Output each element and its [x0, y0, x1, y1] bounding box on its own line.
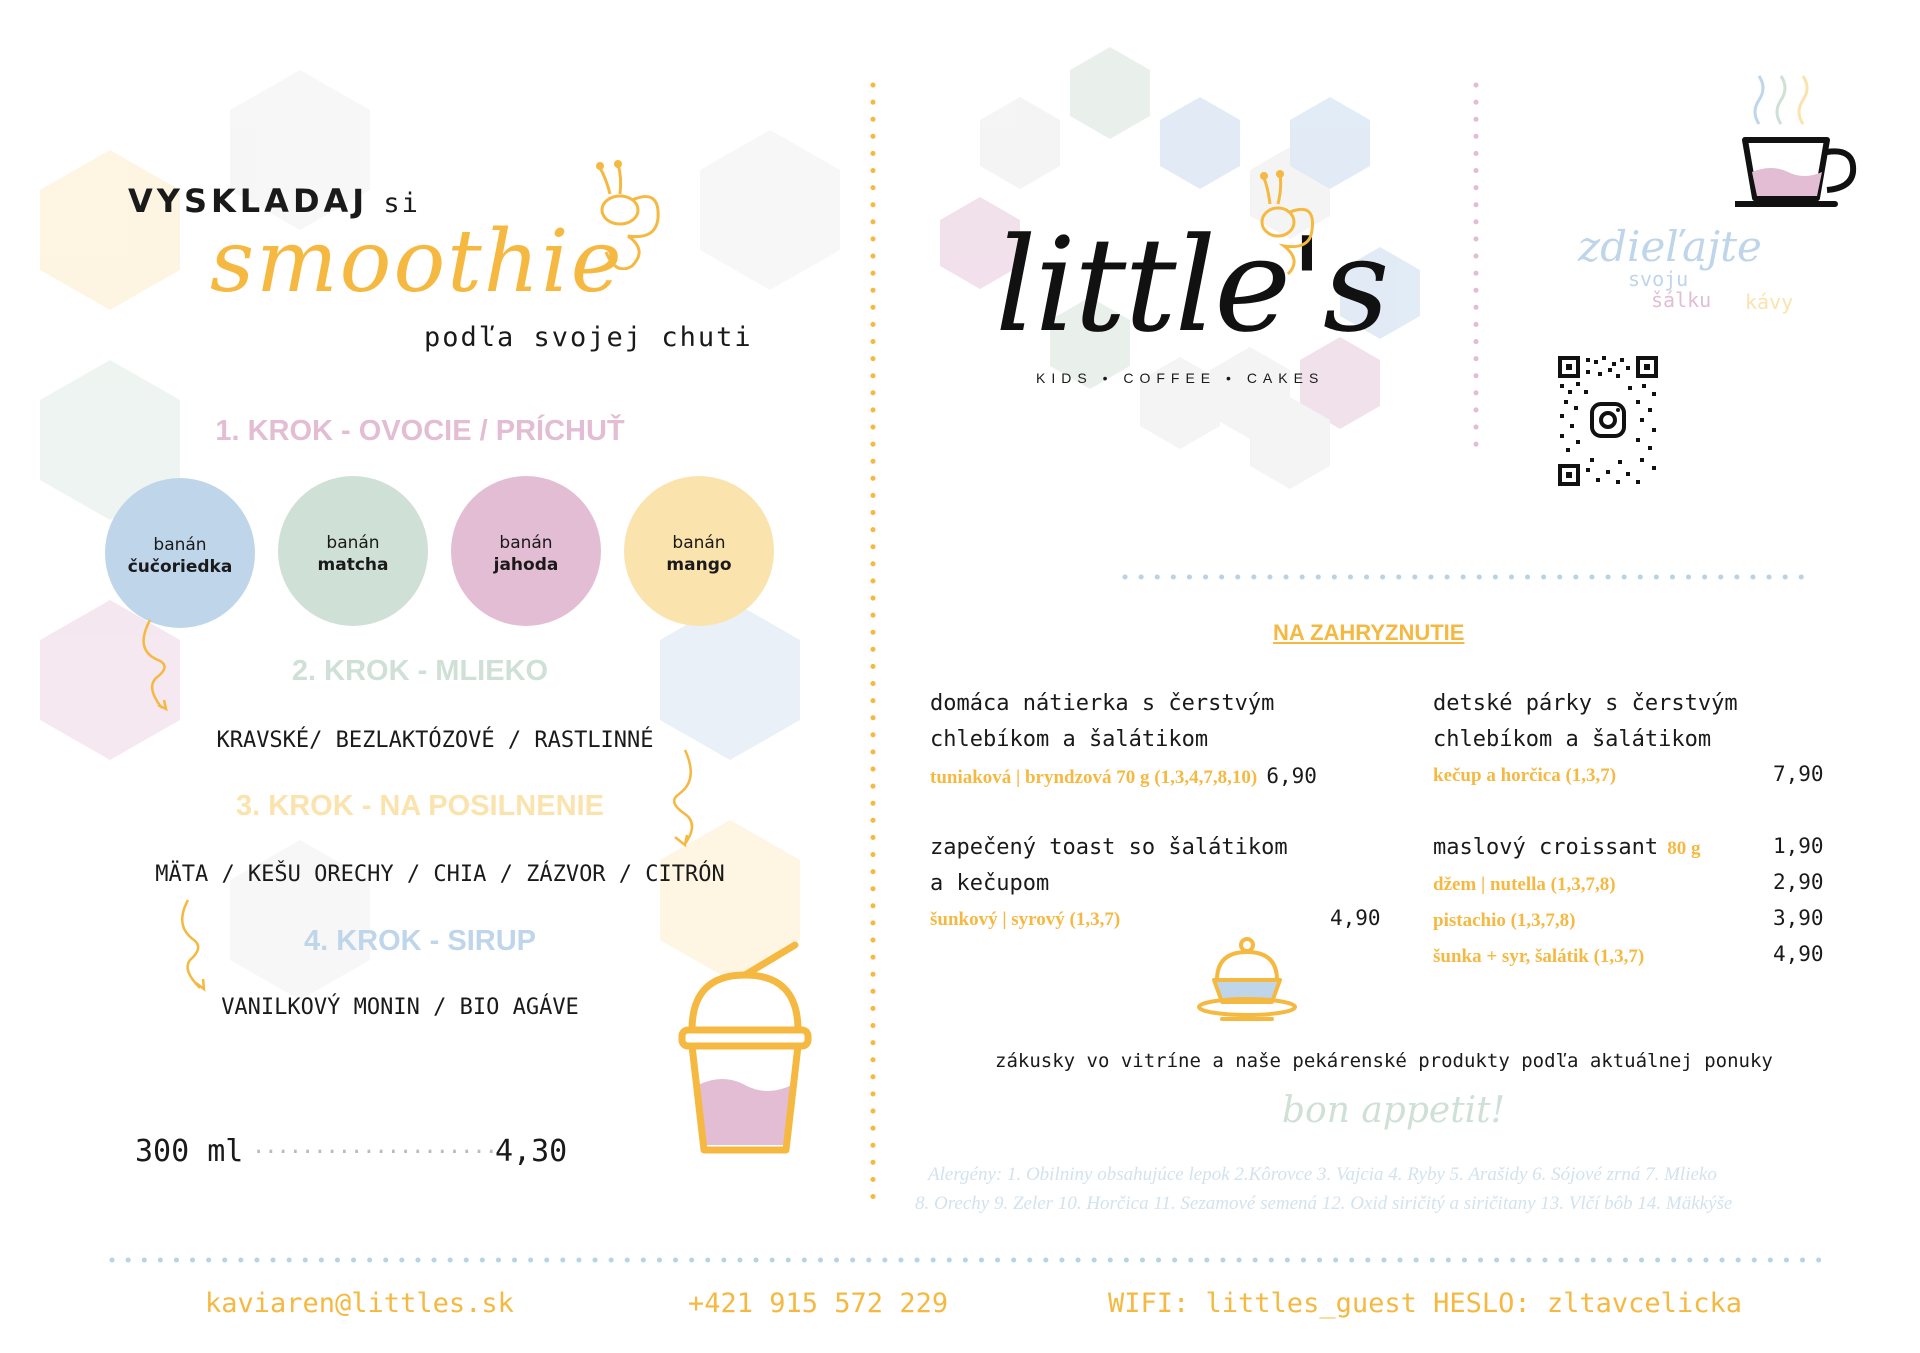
- menu-item-sausages[interactable]: [1433, 686, 1833, 794]
- croissant-weight: 80 g: [1667, 838, 1701, 859]
- item-price: 4,90: [1330, 906, 1381, 930]
- flavor-base: banán: [499, 533, 553, 553]
- footer-email[interactable]: kaviaren@littles.sk: [205, 1288, 514, 1319]
- share-title: zdieľajte: [1578, 222, 1762, 271]
- croissant-price: 1,90: [1773, 834, 1824, 858]
- flavor-base: banán: [326, 533, 380, 553]
- item-name-line1: domáca nátierka s čerstvým: [930, 691, 1275, 716]
- croissant-name: maslový croissant: [1433, 835, 1659, 860]
- smoothie-cup-icon: [670, 935, 820, 1165]
- item-sub: tuniaková | bryndzová 70 g (1,3,4,7,8,10): [930, 767, 1258, 788]
- croissant-variant: džem | nutella (1,3,7,8): [1433, 874, 1616, 895]
- step4-title: 4. KROK - SIRUP: [303, 925, 537, 957]
- flavor-base: banán: [153, 535, 207, 555]
- flavor-blueberry[interactable]: [105, 478, 255, 628]
- item-sub: šunkový | syrový (1,3,7): [930, 909, 1121, 930]
- flavor-name: matcha: [317, 555, 389, 575]
- item-name-line1: detské párky s čerstvým: [1433, 691, 1738, 716]
- heading-bold: VYSKLADAJ: [128, 182, 369, 220]
- cake-icon: [1192, 935, 1302, 1025]
- croissant-variant-price: 3,90: [1773, 906, 1824, 930]
- smoothie-subtitle: podľa svojej chuti: [424, 322, 753, 353]
- step3-options: MÄTA / KEŠU ORECHY / CHIA / ZÁZVOR / CITRÓN: [155, 862, 725, 887]
- item-price: 7,90: [1773, 762, 1824, 786]
- step3-title: 3. KROK - NA POSILNENIE: [236, 790, 604, 822]
- flavor-name: čučoriedka: [127, 557, 233, 577]
- heading-si: si: [383, 188, 420, 219]
- croissant-variant-price: 2,90: [1773, 870, 1824, 894]
- share-line3: šálku: [1651, 288, 1712, 312]
- footer-phone[interactable]: +421 915 572 229: [688, 1288, 949, 1319]
- share-line4: kávy: [1745, 290, 1794, 314]
- item-price: 6,90: [1266, 764, 1317, 788]
- price-leader-dots: ....................: [252, 1134, 497, 1159]
- instagram-qr-code[interactable]: [1556, 354, 1660, 488]
- step1-title: 1. KROK - OVOCIE / PRÍCHUŤ: [215, 415, 625, 447]
- croissant-variant: pistachio (1,3,7,8): [1433, 910, 1576, 931]
- size-label: 300 ml: [135, 1134, 244, 1169]
- item-name-line2: chlebíkom a šalátikom: [1433, 727, 1712, 752]
- share-line2: svoju: [1628, 267, 1689, 291]
- item-name-line1: zapečený toast so šalátikom: [930, 835, 1288, 860]
- flavor-name: jahoda: [493, 555, 559, 575]
- bee-icon: [590, 160, 670, 270]
- menu-section-title: NA ZAHRYZNUTIE: [1273, 620, 1465, 645]
- step4-options: VANILKOVÝ MONIN / BIO AGÁVE: [221, 995, 579, 1020]
- flavor-strawberry[interactable]: [451, 476, 601, 626]
- smoothie-price: 4,30: [495, 1134, 568, 1169]
- menu-item-croissant[interactable]: [1433, 830, 1833, 975]
- item-sub: kečup a horčica (1,3,7): [1433, 765, 1617, 786]
- footer-wifi: WIFI: littles_guest HESLO: zltavcelicka: [1108, 1288, 1742, 1319]
- brand-tagline: KIDS • COFFEE • CAKES: [1036, 370, 1325, 386]
- bee-icon: [1250, 170, 1320, 280]
- flavor-mango[interactable]: [624, 476, 774, 626]
- smoothie-script-word: smoothie: [210, 212, 624, 312]
- allergens-line2: 8. Orechy 9. Zeler 10. Horčica 11. Sezamové semená 12. Oxid siričitý a siričitany 13. Vlčí bôb 14. Mäkkýše: [915, 1193, 1733, 1214]
- item-name-line2: a kečupom: [930, 871, 1050, 896]
- step2-title: 2. KROK - MLIEKO: [291, 655, 549, 687]
- coffee-cup-icon: [1735, 72, 1865, 222]
- flavor-base: banán: [672, 533, 726, 553]
- bon-appetit: bon appetit!: [1282, 1090, 1506, 1131]
- flavor-matcha[interactable]: [278, 476, 428, 626]
- flavor-name: mango: [666, 555, 732, 575]
- step2-options: KRAVSKÉ/ BEZLAKTÓZOVÉ / RASTLINNÉ: [216, 728, 654, 753]
- croissant-variant: šunka + syr, šalátik (1,3,7): [1433, 946, 1645, 967]
- pastry-note: zákusky vo vitríne a naše pekárenské produkty podľa aktuálnej ponuky: [995, 1050, 1773, 1072]
- croissant-variant-price: 4,90: [1773, 942, 1824, 966]
- item-name-line2: chlebíkom a šalátikom: [930, 727, 1209, 752]
- allergens-line1: Alergény: 1. Obilniny obsahujúce lepok 2.Kôrovce 3. Vajcia 4. Ryby 5. Arašidy 6. Sójové zrná 7. Mlieko: [928, 1164, 1717, 1185]
- brand-logo: little's: [995, 209, 1388, 361]
- menu-item-toast[interactable]: [930, 830, 1390, 938]
- menu-item-spread[interactable]: [930, 686, 1400, 796]
